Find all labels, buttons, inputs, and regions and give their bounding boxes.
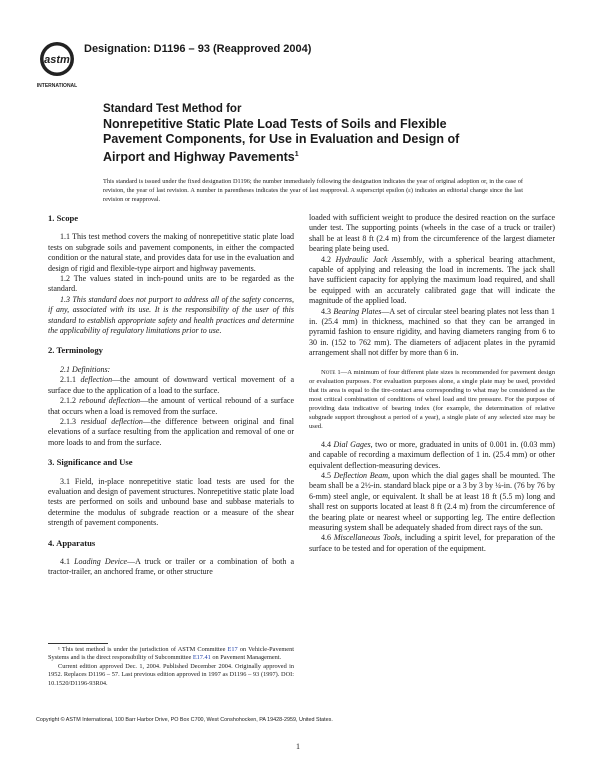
title-line-3: Airport and Highway Pavements$^1$ <box>103 150 299 165</box>
standard-label: Standard Test Method for <box>103 103 242 115</box>
logo-label: INTERNATIONAL <box>36 83 78 89</box>
page-number: 1 <box>296 742 300 751</box>
para-2-1: 2.1 Definitions: <box>60 364 111 374</box>
committee-link[interactable]: E17 <box>227 646 238 653</box>
para-2-1-2: 2.1.2 rebound deflection—the amount of vertical rebound of a surface that occurs when a load is removed from the surface. <box>48 396 294 416</box>
svg-text:astm: astm <box>44 54 70 66</box>
para-1-3: 1.3 This standard does not purport to address all of the safety concerns, if any, associated with its use. It is the responsibility of the user of this standard to establish appropriate safety and health practices and determine the applicability of regulatory limitations prior to use. <box>48 294 294 336</box>
copyright: Copyright © ASTM International, 100 Barr Harbor Drive, PO Box C700, West Conshohocken, PA 19428-2959, United States. <box>36 717 333 723</box>
para-4-1: 4.1 Loading Device—A truck or trailer or a combination of both a tractor-trailer, an anchored frame, or other structure <box>48 556 295 577</box>
footnote-1: ¹ This test method is under the jurisdiction of ASTM Committee E17 on Vehicle-Pavement Systems and is the direct responsibility of Subcommittee E17.41 on Pavement Management. <box>48 646 294 662</box>
title-footnote-mark[interactable]: 1 <box>294 151 299 158</box>
terminology-heading: 2. Terminology <box>48 345 103 356</box>
left-column <box>48 213 294 578</box>
para-1-1: 1.1 This test method covers the making of nonrepetitive static plate load tests on subgrade soils and pavement components, in either the compacted condition or the natural state, and provides data for use in the evaluation and design of rigid and flexible-type airport and highway pavements. <box>48 232 294 273</box>
astm-logo-icon <box>36 40 78 90</box>
footnote-rule <box>48 643 108 644</box>
para-4-2: 4.2 Hydraulic Jack Assembly, with a spherical bearing attachment, capable of applying and releasing the load in increments. The jack shall have sufficient capacity for applying the maximum load required, and shall be equipped with an accurately calibrated gage that will indicate the magnitude of the applied load. <box>309 254 555 306</box>
para-4-5: 4.5 Deflection Beam, upon which the dial gages shall be mounted. The beam shall be a 2½-in. standard black pipe or a 3 by 3 by ¼-in. (76 by 76 by 6-mm) steel angle, or equivalent. It shall be at least 18 ft (5.5 m) long and shall rest on supports located at least 8 ft (2.4 m) from the circumference of the bearing plate or nearest wheel or supporting leg. The entire deflection measuring system shall be adequately shaded from direct rays of the sun. <box>309 470 556 532</box>
apparatus-heading: 4. Apparatus <box>48 537 96 548</box>
issued-note: This standard is issued under the fixed designation D1196; the number immediately following the designation indicates the year of original adoption or, in the case of revision, the year of last revision. A number in parentheses indicates the year of last reapproval. A superscript epsilon (ε) indicates an editorial change since the last revision or reapproval. <box>103 178 523 203</box>
scope-heading: 1. Scope <box>48 213 79 223</box>
designation: Designation: D1196 – 93 (Reapproved 2004) <box>84 43 312 55</box>
significance-heading: 3. Significance and Use <box>48 457 133 468</box>
title-line-2: Pavement Components, for Use in Evaluation and Design of <box>103 132 460 146</box>
para-3-1: 3.1 Field, in-place nonrepetitive static load tests are used for the evaluation and design of pavement structures. Nonrepetitive static plate load tests are performed on soils and unbound base and subbase materials to determine the modulus of subgrade reaction or a measure of the shear strength of pavement components. <box>48 476 294 528</box>
footnote-2: Current edition approved Dec. 1, 2004. Published December 2004. Originally approved in 1952. Replaces D1196 – 57. Last previous edition approved in 1997 as D1196 – 93 (1997). DOI: 10.1520/D1196-93R04. <box>48 662 294 687</box>
document-title <box>103 117 533 165</box>
para-4-4: 4.4 Dial Gages, two or more, graduated in units of 0.001 in. (0.03 mm) and capable of recording a maximum deflection of 1 in. (25.4 mm) or other equivalent deflection-measuring devices. <box>309 439 555 470</box>
para-1-2: 1.2 The values stated in inch-pound units are to be regarded as the standard. <box>48 274 294 294</box>
subcommittee-link[interactable]: E17.41 <box>192 654 211 662</box>
para-4-1-continued: loaded with sufficient weight to produce the desired reaction on the surface under test. The supporting points (wheels in the case of a truck or trailer) shall be at least 8 ft (2.4 m) from the circumference of the largest diameter bearing plate being used. <box>309 213 555 254</box>
title-line-1: Nonrepetitive Static Plate Load Tests of Soils and Flexible <box>103 117 447 131</box>
astm-logo <box>36 40 78 90</box>
footnote <box>48 646 294 688</box>
para-2-1-3: 2.1.3 residual deflection—the difference between original and final elevations of a surface resulting from the application and removal of one or more loads to and from the surface. <box>48 416 295 447</box>
para-4-6: 4.6 Miscellaneous Tools, including a spirit level, for preparation of the surface to be tested and for operation of the equipment. <box>309 533 556 553</box>
para-4-3: 4.3 Bearing Plates—A set of circular steel bearing plates not less than 1 in. (25.4 mm) in thickness, machined so that they can be arranged in pyramid fashion to ensure rigidity, and having diameters ranging from 6 to 30 in. (152 to 762 mm). The diameters of adjacent plates in the pyramid arrangement shall not differ by more than 6 in. <box>309 306 556 358</box>
right-column <box>309 213 555 554</box>
para-2-1-1: 2.1.1 deflection—the amount of downward vertical movement of a surface due to the application of a load to the surface. <box>48 375 295 395</box>
note-1: Note 1—A minimum of four different plate sizes is recommended for pavement design or evaluation purposes. For evaluation purposes alone, a single plate may be used, provided that its area is equal to the tire-contact area corresponding to what may be considered as the most critical combination of conditions of wheel load and tire pressure. For the purpose of providing data indicative of bearing index (for example, the determination of relative subgrade support throughout a period of a year), a single plate of any selected size may be used. <box>309 368 555 430</box>
